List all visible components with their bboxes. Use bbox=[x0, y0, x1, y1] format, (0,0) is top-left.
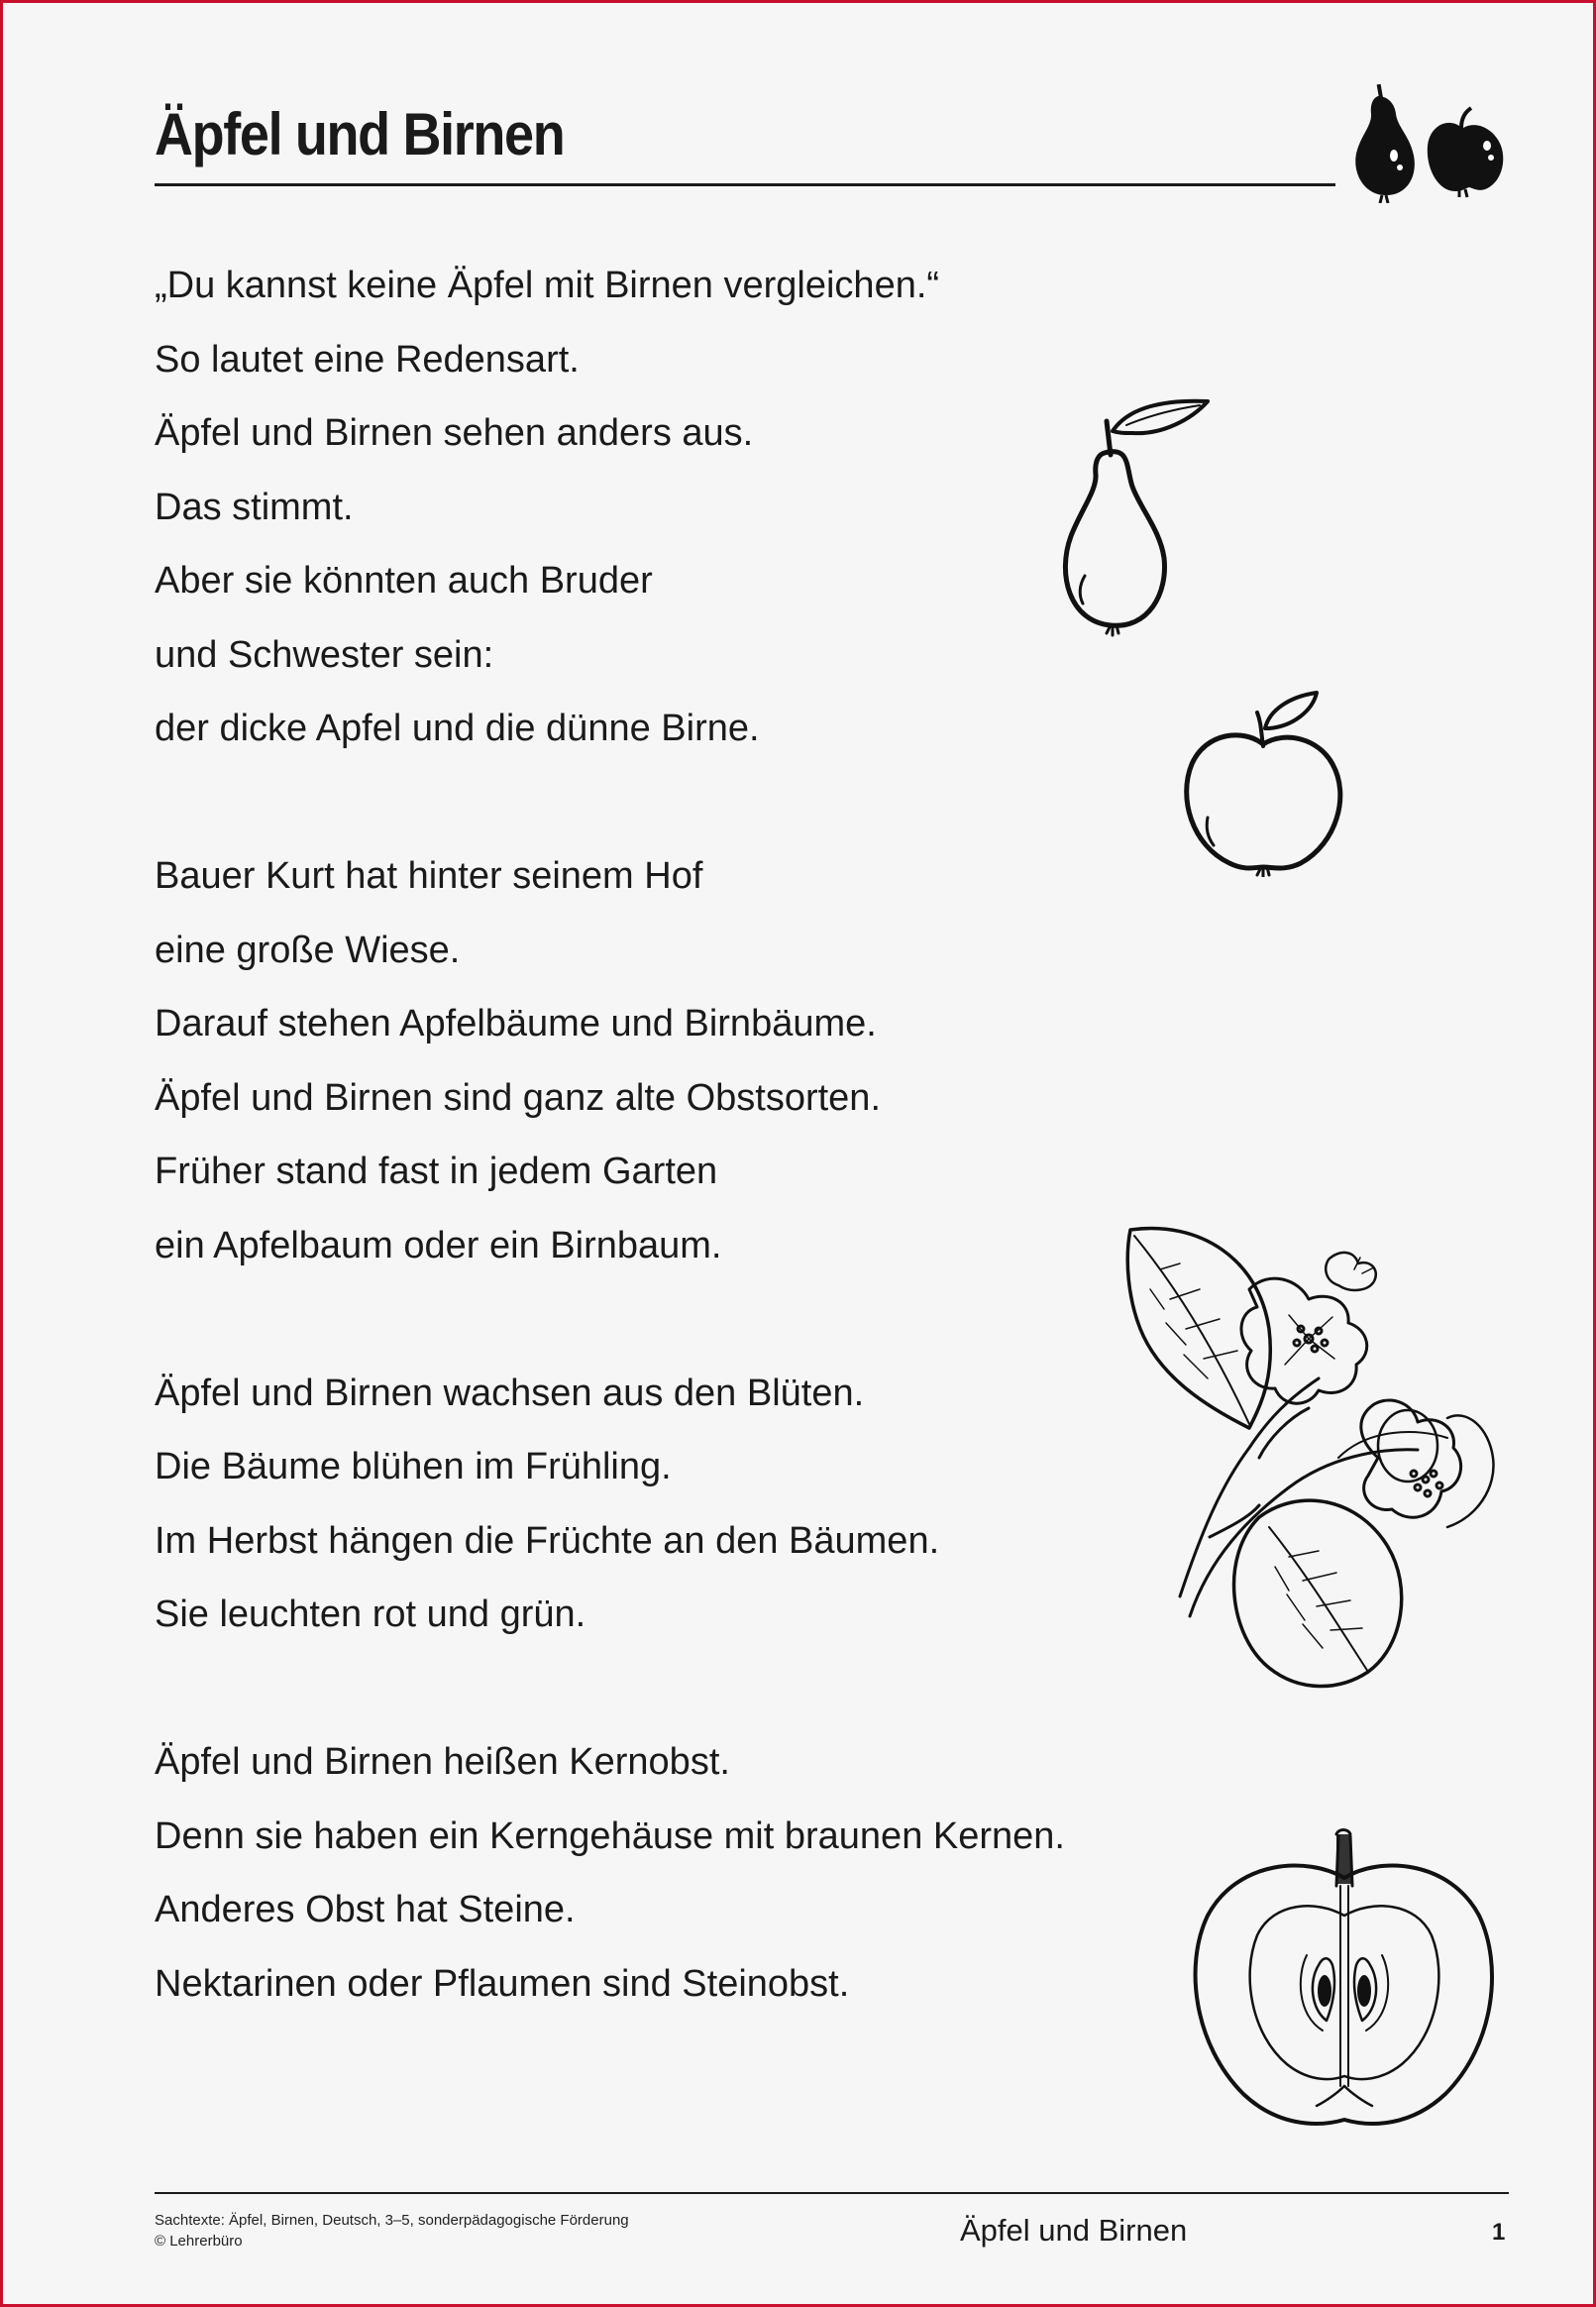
text-line: Früher stand fast in jedem Garten bbox=[155, 1151, 718, 1192]
pear-and-apple-silhouette-icon bbox=[1342, 84, 1507, 203]
text-line: Sie leuchten rot und grün. bbox=[155, 1593, 586, 1635]
title-divider bbox=[155, 183, 1335, 186]
apple-blossom-branch-drawing bbox=[1120, 1220, 1499, 1694]
text-line: und Schwester sein: bbox=[155, 633, 494, 676]
paragraph-4 bbox=[155, 1725, 1244, 2021]
text-line: Nektarinen oder Pflaumen sind Steinobst. bbox=[155, 1962, 850, 2005]
page-title: Äpfel und Birnen bbox=[155, 101, 565, 167]
footer-source bbox=[155, 2210, 629, 2252]
pear-drawing-icon bbox=[1041, 391, 1220, 639]
text-line: Aber sie könnten auch Bruder bbox=[155, 560, 653, 602]
text-line: Darauf stehen Apfelbäume und Birnbäume. bbox=[155, 1003, 877, 1044]
text-line: der dicke Apfel und die dünne Birne. bbox=[155, 708, 760, 749]
text-line: eine große Wiese. bbox=[155, 929, 461, 971]
footer-title: Äpfel und Birnen bbox=[960, 2213, 1188, 2248]
text-line: Anderes Obst hat Steine. bbox=[155, 1889, 576, 1930]
footer-divider bbox=[155, 2192, 1509, 2194]
text-line: Äpfel und Birnen sehen anders aus. bbox=[155, 412, 754, 454]
text-line: „Du kannst keine Äpfel mit Birnen vergleichen.“ bbox=[155, 265, 940, 306]
page-number: 1 bbox=[1492, 2219, 1506, 2246]
footer-copyright: © Lehrerbüro bbox=[155, 2233, 243, 2250]
text-line: Äpfel und Birnen sind ganz alte Obstsorten. bbox=[155, 1076, 882, 1119]
paragraph-2 bbox=[155, 839, 1244, 1282]
text-line: ein Apfelbaum oder ein Birnbaum. bbox=[155, 1224, 722, 1266]
text-line: Die Bäume blühen im Frühling. bbox=[155, 1446, 672, 1487]
text-line: Äpfel und Birnen wachsen aus den Blüten. bbox=[155, 1372, 865, 1414]
apple-drawing-icon bbox=[1178, 689, 1352, 877]
text-line: So lautet eine Redensart. bbox=[155, 338, 580, 381]
text-line: Bauer Kurt hat hinter seinem Hof bbox=[155, 855, 703, 897]
text-line: Das stimmt. bbox=[155, 486, 354, 528]
text-line: Im Herbst hängen die Früchte an den Bäumen. bbox=[155, 1519, 940, 1562]
footer-source-line: Sachtexte: Äpfel, Birnen, Deutsch, 3–5, sonderpädagogische Förderung bbox=[155, 2212, 629, 2229]
apple-cross-section-drawing bbox=[1188, 1826, 1499, 2130]
text-line: Äpfel und Birnen heißen Kernobst. bbox=[155, 1741, 730, 1783]
paragraph-3 bbox=[155, 1357, 1244, 1652]
text-line: Denn sie haben ein Kerngehäuse mit braunen Kernen. bbox=[155, 1814, 1065, 1857]
